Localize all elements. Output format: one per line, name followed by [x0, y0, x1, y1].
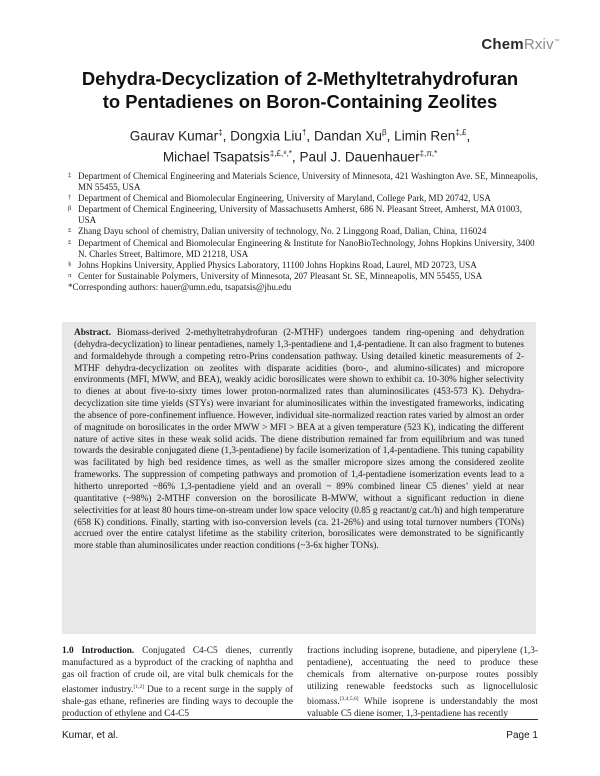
abstract-box — [62, 322, 536, 634]
affiliation-text: Johns Hopkins University, Applied Physics Laboratory, 11100 Johns Hopkins Road, Laurel, MD 20723, USA — [78, 259, 477, 270]
affiliation-text: Department of Chemical and Biomolecular Engineering & Institute for NanoBioTechnology, Johns Hopkins University, 3400 N. Charles Street, Baltimore, MD 21218, USA — [78, 237, 535, 259]
affiliation-mark: π — [68, 271, 72, 279]
affiliation-item — [68, 226, 538, 237]
abstract-text: Biomass-derived 2-methyltetrahydrofuran (2-MTHF) undergoes tandem ring-opening and dehydration (dehydra-decyclization) to linear pentadienes, namely 1,3-pentadiene and 1,4-pentadiene. It can also fragment to butenes and formaldehyde through a competing retro-Prins condensation pathway. Using detailed kinetic measurements of 2-MTHF dehydra-decyclization on zeolites with disparate acidities (boro-, and alumino-silicates) and micropore environments (MFI, MWW, and BEA), weakly acidic borosilicates were shown to exhibit ca. 10-30% higher selectivity to dienes at about five-to-sixty times lower proton-normalized rates than aluminosilicates (453-573 K). Dehydra-decyclization site time yields (STYs) were invariant for aluminosilicates within the investigated frameworks, indicating the absence of pore-confinement influence. However, individual site-normalized reaction rates varied by almost an order of magnitude on borosilicates in the order MWW > MFI > BEA at a given temperature (523 K), indicating the different nature of active sites in these weak solid acids. The diene distribution remained far from equilibrium and was tuned towards the desirable conjugated diene (1,3-pentadiene) by facile isomerization of 1,4-pentadiene. This tuning capability was facilitated by high bed residence times, as well as the smaller micropore sizes among the considered zeolite frameworks. The suppression of competing pathways and promotion of 1,4-pentadiene isomerization events lead to a hitherto unreported ~86% 1,3-pentadiene yield and an overall ~ 89% combined linear C5 dienes’ yield at near quantitative (~98%) 2-MTHF conversion on the borosilicate B-MWW, without a significant reduction in diene selectivities for at least 80 hours time-on-stream under low space velocity (0.85 g reactant/g cat./h) and high temperature (658 K) conditions. Finally, starting with iso-conversion levels (ca. 21-26%) and using total turnover numbers (TONs) accrued over the entire catalyst lifetime as the stability criterion, borosilicates were demonstrated to be significantly more stable than aluminosilicates under reaction conditions (~3-6x higher TONs). — [74, 328, 524, 552]
intro-right-column — [307, 646, 538, 721]
author-name: Dongxia Liu — [230, 128, 302, 144]
intro-right-text-2: While isoprene is understandably the most valuable C5 diene isomer, 1,3-pentadiene has recently — [307, 696, 538, 719]
affiliation-item — [68, 204, 538, 226]
author-marks: ‡,π,* — [419, 149, 438, 159]
author-name: Gaurav Kumar — [129, 128, 219, 144]
affiliation-mark: £ — [68, 227, 72, 235]
chemrxiv-logo — [481, 36, 560, 53]
intro-heading: 1.0 Introduction. — [62, 646, 135, 656]
author-marks: † — [301, 128, 307, 137]
author-line-1 — [40, 124, 560, 145]
author-marks: ‡,£ — [455, 128, 467, 137]
author-marks: β — [381, 128, 387, 137]
corresponding-authors: *Corresponding authors: hauer@umn.edu, tsapatsis@jhu.edu — [68, 281, 292, 292]
author-line-2 — [40, 145, 560, 166]
logo-rxiv: Rxiv — [523, 36, 554, 53]
author-name: Michael Tsapatsis — [162, 149, 270, 165]
author-list — [40, 124, 560, 166]
affiliation-item — [68, 271, 538, 282]
intro-left-text-2: Due to a recent surge in the supply of shale-gas ethane, refineries are finding ways to decouple the production of ethylene and C4-C5 — [62, 684, 293, 719]
author-marks: ‡ — [218, 128, 223, 137]
citation-ref: [1,2] — [133, 683, 145, 690]
paper-title — [40, 67, 560, 113]
affiliation-item — [68, 171, 538, 193]
footer-author: Kumar, et al. — [62, 730, 119, 741]
affiliation-text: Department of Chemical and Biomolecular Engineering, University of Maryland, College Park, MD 20742, USA — [78, 193, 491, 204]
page-number: Page 1 — [506, 730, 538, 741]
logo-tm: ™ — [553, 39, 560, 45]
affiliation-item — [68, 193, 538, 204]
author-sep: , — [386, 128, 395, 144]
affiliation-text: Zhang Dayu school of chemistry, Dalian university of technology, No. 2 Linggong Road, Dalian, China, 116024 — [78, 226, 487, 237]
author-sep: , — [306, 128, 314, 144]
citation-ref: [3,4,5,6] — [339, 695, 359, 702]
affiliation-mark: § — [68, 260, 72, 268]
affiliation-mark: † — [68, 194, 72, 202]
abstract-label: Abstract. — [74, 328, 111, 338]
author-sep: , — [466, 128, 471, 144]
affiliation-item — [68, 238, 538, 260]
affiliation-item — [68, 260, 538, 271]
author-sep: , — [222, 128, 231, 144]
intro-right-text-1: fractions including isoprene, butadiene, and piperylene (1,3-pentadiene), accentuating the need to produce these chemicals from alternative on-purpose routes possibly utilizing renewable feedstocks such as lignocellulosic biomass. — [307, 646, 538, 707]
affiliation-mark: ‡ — [68, 172, 72, 179]
introduction — [62, 646, 538, 721]
affiliation-mark: β — [68, 205, 72, 213]
affiliation-text: Department of Chemical Engineering and Materials Science, University of Minnesota, 421 Washington Ave. SE, Minneapolis, MN 55455, USA — [78, 171, 538, 193]
affiliations — [68, 171, 538, 293]
title-line-2: to Pentadienes on Boron-Containing Zeolites — [102, 91, 498, 112]
author-name: Paul J. Dauenhauer — [299, 149, 420, 165]
author-name: Limin Ren — [394, 128, 456, 144]
logo-chem: Chem — [481, 36, 524, 53]
author-marks: ‡,£,⁸,* — [269, 149, 292, 159]
affiliation-mark: £ — [68, 238, 72, 246]
affiliation-text: Center for Sustainable Polymers, University of Minnesota, 207 Pleasant St. SE, Minneapolis, MN 55455, USA — [78, 270, 483, 281]
author-sep: , — [291, 149, 300, 165]
author-name: Dandan Xu — [313, 128, 382, 144]
intro-left-column — [62, 646, 293, 721]
intro-left-text-1: Conjugated C4-C5 dienes, currently manufactured as a byproduct of the cracking of naphtha and gas oil fraction of crude oil, are vital bulk chemicals for the elastomer industry. — [62, 646, 293, 695]
affiliation-text: Department of Chemical Engineering, University of Massachusetts Amherst, 686 N. Pleasant Street, Amherst, MA 01003, USA — [78, 204, 522, 226]
title-line-1: Dehydra-Decyclization of 2-Methyltetrahydrofuran — [81, 68, 519, 89]
footer-divider — [62, 719, 538, 720]
